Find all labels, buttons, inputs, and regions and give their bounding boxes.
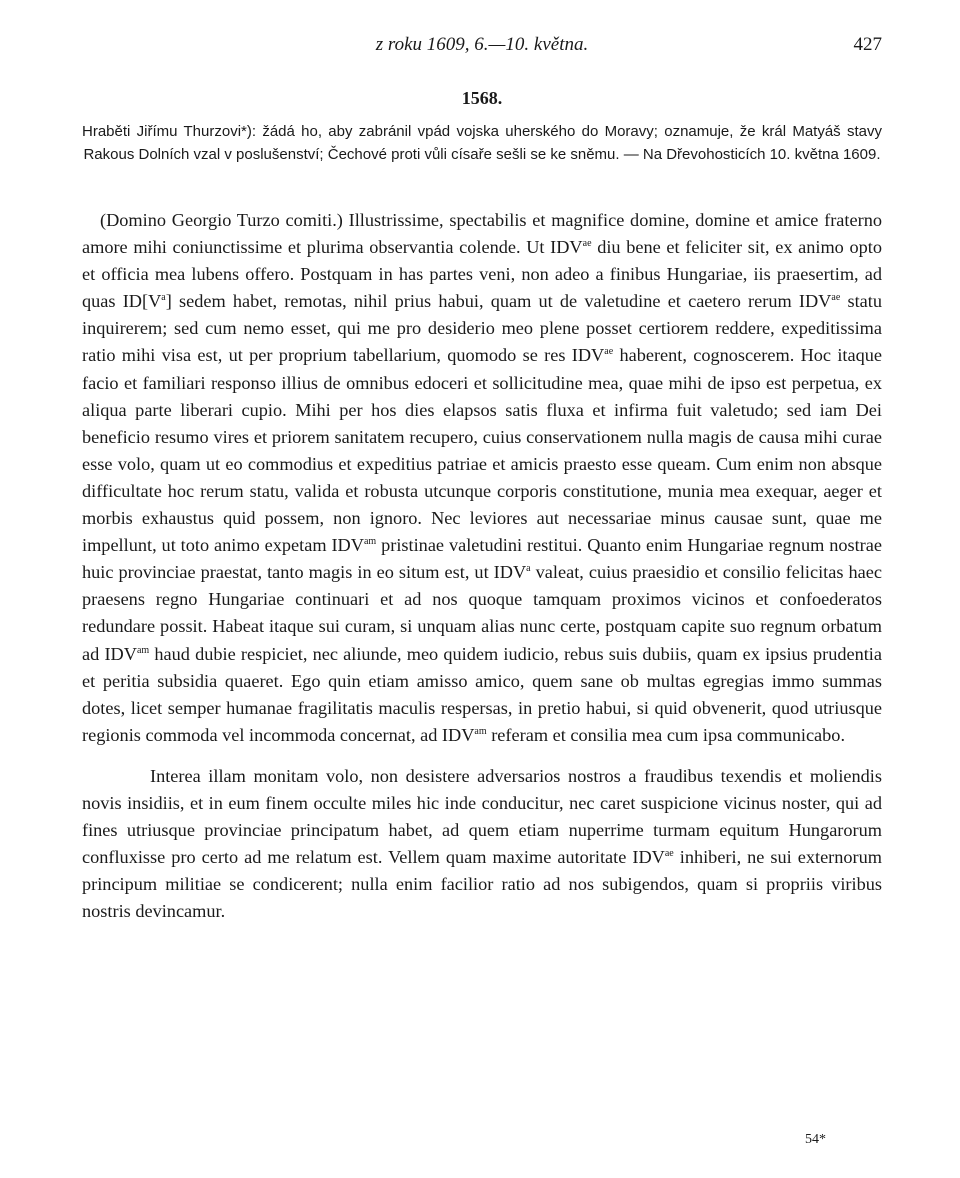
superscript: ae <box>831 292 841 304</box>
letter-body <box>82 207 882 925</box>
paragraph-2 <box>82 763 882 926</box>
paragraph-1 <box>82 207 882 749</box>
running-head <box>82 34 882 58</box>
page-number: 427 <box>853 34 882 55</box>
superscript: am <box>136 644 150 656</box>
text-segment: diu bene et feliciter sit, ex animo opto et officia mea lubens offero. Postquam in has partes veni, non adeo a finibus Hungariae, iis praesertim, ad quas ID[V <box>82 237 882 312</box>
text-segment: Illustrissime, spectabilis et magnifice domine, domine et amice fraterno amore mihi coniunctissime et plurima observantia colende. Ut IDV <box>82 210 882 258</box>
superscript: a <box>526 563 531 575</box>
document-page <box>82 0 882 1178</box>
text-segment: inhiberi, ne sui externorum principum militiae se condicerent; nulla enim facilior ratio ad nos subigendos, quam si propriis viribus nostris devincamur. <box>82 847 883 922</box>
addressee: (Domino Georgio Turzo comiti.) <box>100 210 343 230</box>
text-segment: haud dubie respiciet, nec aliunde, meo quidem iudicio, rebus suis dubiis, quam ex ipsius prudentia et peritia subsidia quaeret. Ego quin etiam amisso amico, quem sane ob multas egregias immo summas dotes, licet semper humanae fragilitatis maculis respersas, in pretio habui, si quid obvenerit, quod utriusque regionis commoda vel incommoda concernat, ad IDV <box>82 643 883 745</box>
text-segment: haberent, cognoscerem. Hoc itaque facio et familiari responso illius de omnibus edoceri et sollicitudine mea, quae mihi de ipso est perpetua, ex aliqua parte liberari cupio. Mihi per hos dies elapsos satis fluxa et infirma fuit valetudo; sed iam Dei beneficio resumo vires et priorem sanitatem recupero, cuius conservationem nulla magis de causa mihi curae esse volo, quam ut eo commodius et expeditius patriae et amicis praesto esse queam. Cum enim non absque difficultate hoc rerum statu, valida et robusta utcunque corporis constitutione, munia mea exequar, aeger et morbis exhaustus quid possem, non ignoro. Nec leviores aut necessariae minus causae sunt, quae me impellunt, ut toto animo expetam IDV <box>82 345 883 556</box>
text-segment: Interea illam monitam volo, non desistere adversarios nostros a fraudibus texendis et moliendis novis insidiis, et in eum finem occulte miles hic inde conducitur, nec caret suspicione vicinus noster, qui ad fines utriusque provinciae principatum habet, ad quem etiam nuperrime turmam equitum Hungarorum confluxisse pro certo ad me relatum est. Vellem quam maxime autoritate IDV <box>82 765 882 868</box>
document-summary: Hraběti Jiřímu Thurzovi*): žádá ho, aby zabránil vpád vojska uherského do Moravy; oznamuje, že král Matyáš stavy Rakous Dolních vzal v poslušenství; Čechové proti vůli císaře sešli se ke sněmu. — Na Dřevohosticích 10. května 1609. <box>82 123 882 163</box>
superscript: am <box>363 536 377 548</box>
superscript: a <box>161 292 166 304</box>
text-segment: valeat, cuius praesidio et consilio felicitas haec praesens regno Hungariae continuari et ad nos quoque tamquam proximos vicinos et confoederatos redundare possit. Habeat itaque sui curam, si unquam alias nunc certe, postquam capite suo regnum orbatum ad IDV <box>82 562 882 664</box>
superscript: ae <box>664 848 674 860</box>
signature-mark: 54* <box>805 1132 826 1147</box>
text-segment: statu inquirerem; sed cum nemo esset, qui me pro desiderio meo plene posset certiorem reddere, expeditissima ratio mihi visa est, ut per proprium tabellarium, quomodo se res IDV <box>82 291 882 366</box>
superscript: ae <box>604 346 614 358</box>
text-segment: ] sedem habet, remotas, nihil prius habui, quam ut de valetudine et caetero rerum IDV <box>165 291 832 312</box>
superscript: am <box>474 725 487 737</box>
text-segment: referam et consilia mea cum ipsa communicabo. <box>486 724 846 745</box>
running-title: z roku 1609, 6.—10. května. <box>375 34 589 55</box>
document-number: 1568. <box>461 88 503 108</box>
text-segment: pristinae valetudini restitui. Quanto enim Hungariae regnum nostrae huic provinciae praestat, tanto magis in eo situm est, ut IDV <box>82 535 882 583</box>
superscript: ae <box>582 238 592 250</box>
